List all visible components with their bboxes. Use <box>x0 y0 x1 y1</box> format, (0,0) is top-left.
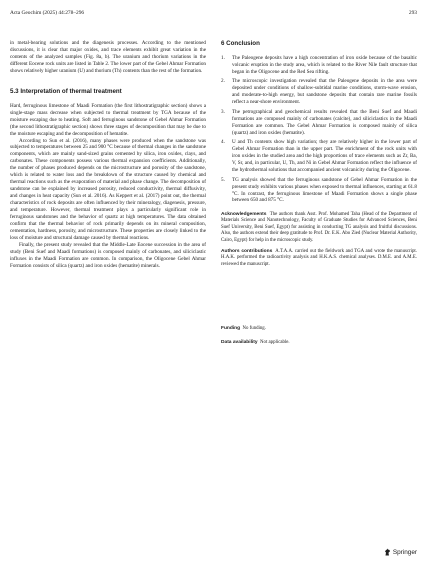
item-number: 3. <box>221 108 225 115</box>
journal-citation: Acta Geochim (2025) 44:278–296 <box>10 10 85 16</box>
conclusion-item <box>221 139 417 174</box>
item-number: 1. <box>221 55 225 61</box>
running-header <box>10 10 417 20</box>
data-availability-text: Not applicable. <box>260 339 290 345</box>
conclusion-item <box>221 177 417 205</box>
paragraph-1: in metal-bearing solutions and the diagenesis processes. According to the mentioned discussions, it is clear that major oxides, and trace elements exhibit great variation in the contents of the analyzed samples (Fig. 8a, b). The uranium and thorium variations in the different Eocene rock units are listed in Table 2. The lower part of the Gebel Ahmar Formation shows relatively higher uranium (U) and thorium (Th) contents than the rest of the formation. <box>10 40 206 74</box>
item-text: U and Th contents show high variation; they are relatively higher in the lower part of Gebel Ahmar Formation than in the upper part. The enrichment of the rock units with iron oxides in the studied area and the high proportions of trace elements such as Zr, Ba, V, Sr, and, in particular, U, Th, and Ni in Gebel Ahmar Formation reflect the influence of the hydrothermal solutions that accompanied ancient volcanicity during the Oligocene. <box>232 139 417 174</box>
author-contributions <box>221 249 417 268</box>
paragraph-4: Finally, the present study revealed that the Middle-Late Eocene succession in the area of study (Beni Suef and Maadi formations) is composed mainly of carbonates, and siliciclastic influxes in the Maadi Formation are common. In comparison, the Oligocene Gebel Ahmar Formation consists of silica (quartz) and iron oxides (hematite) minerals. <box>10 241 206 269</box>
data-availability <box>221 340 417 346</box>
conclusion-item <box>221 109 417 137</box>
paragraph-3: According to Sun et al. (2016), many phases were produced when the sandstone was subjected to temperatures between 25 and 900 °C because of thermal changes in the sandstone components, which are mainly sand-sized grains cemented by silica, iron oxides, clays, and carbonates. These components possess various thermal expansion coefficients. Additionally, the number of phases produced depends on the microstructure and porosity of the sandstone, which is related to water loss and the breakdown of the structure caused by chemical and thermal reactions such as the evaporation of material and phase change. The decomposition of sandstone can be explained by increased porosity, reduced conductivity, thermal diffusivity, and changes in heat capacity (Sun et al. 2016). As Keppert et al. (2017) point out, the thermal characteristics of rock deposits are often influenced by their mineralogy, diagenesis, pressure, and temperature. However, thermal treatment plays a particularly significant role in ferruginous sandstones and the behavior of quartz at high temperatures. The data obtained confirm that the thermal behavior of rock primarily depends on its mineral composition, cementation, hardness, porosity, and microstructure. These properties are closely linked to the loss of moisture and structural damage caused by thermal reactions. <box>10 137 206 241</box>
funding-text: No funding. <box>242 326 266 332</box>
right-column <box>221 40 417 346</box>
left-column <box>10 40 206 270</box>
funding-label: Funding <box>221 326 241 332</box>
conclusion-item <box>221 55 417 76</box>
conclusion-list <box>221 55 417 204</box>
acknowledgements-text: The authors thank Asst. Prof. Mohamed Taha (Head of the Department of Materials Science and Nanotechnology, Faculty of Graduate Studies for Advanced Sciences, Beni Suef University, Beni Suef, Egypt) for assisting in conducting TG analysis and fruitful discussions. Also, the authors extend their deep gratitude to Prof. Dr. E.K. Abo Zied (Nuclear Material Authority, Cairo, Egypt) for help in the microscopic study. <box>221 212 417 243</box>
page-number: 293 <box>408 10 417 16</box>
section-heading-5-3: 5.3 Interpretation of thermal treatment <box>10 87 122 95</box>
item-number: 4. <box>221 139 225 146</box>
item-text: The Paleogene deposits have a high concentration of iron oxide because of the basaltic volcanic eruption in the study area, which is related to the River Nile fault structure that began in the Oligocene and the Red Sea rifting. <box>232 55 417 75</box>
item-text: The microscopic investigation revealed that the Paleogene deposits in the area were deposited under conditions of shallow-subtidal marine conditions, storm-wave erosion, and moderate-to-high energy, but sandstone deposits that contain rare marine fossils reflect a near-shore environment. <box>232 78 417 106</box>
author-contributions-text: A.T.A.A. carried out the fieldwork and TGA and wrote the manuscript. H.A.K. performed the radioactivity analysis and H.K.A.S. chemical analyses. D.M.E. and A.M.E. reviewed the manuscript. <box>221 249 417 267</box>
section-heading-conclusion: 6 Conclusion <box>221 40 260 47</box>
acknowledgements-label: Acknowledgements <box>221 212 267 218</box>
paragraph-2: Hard, ferruginous limestone of Maadi Formation (the first lithostratigraphic section) shows a single-stage mass decrease when subjected to thermal treatment by TGA because of the moisture escaping due to heating. Soft and ferruginous sandstone of Gebel Ahmar Formation (the second lithostratigraphic section) shows three stages of decomposition that may be due to the moisture escaping and the decomposition of hematite. <box>10 102 206 137</box>
data-availability-label: Data availability <box>221 339 258 345</box>
publisher-logo <box>384 548 417 556</box>
item-number: 2. <box>221 78 225 85</box>
item-number: 5. <box>221 176 225 183</box>
author-contributions-label: Authors contributions <box>221 249 273 255</box>
acknowledgements <box>221 212 417 244</box>
item-text: TG analysis showed that the ferruginous sandstone of Gebel Ahmar Formation in the present study exhibits various phases when exposed to thermal influences, starting at 61.8 °C. In contrast, the ferruginous limestone of Maadi Formation shows a single phase between 650 and 875 °C. <box>232 176 417 204</box>
item-text: The petrographical and geochemical results revealed that the Beni Suef and Maadi formations are composed mainly of carbonates (calcite), and siliciclastics in the Maadi Formation are common. The Gebel Ahmar Formation is composed mainly of silica (quartz) and iron oxides (hematite). <box>232 108 417 136</box>
springer-horse-icon <box>384 548 391 556</box>
conclusion-item <box>221 78 417 106</box>
publisher-name: Springer <box>392 548 417 556</box>
